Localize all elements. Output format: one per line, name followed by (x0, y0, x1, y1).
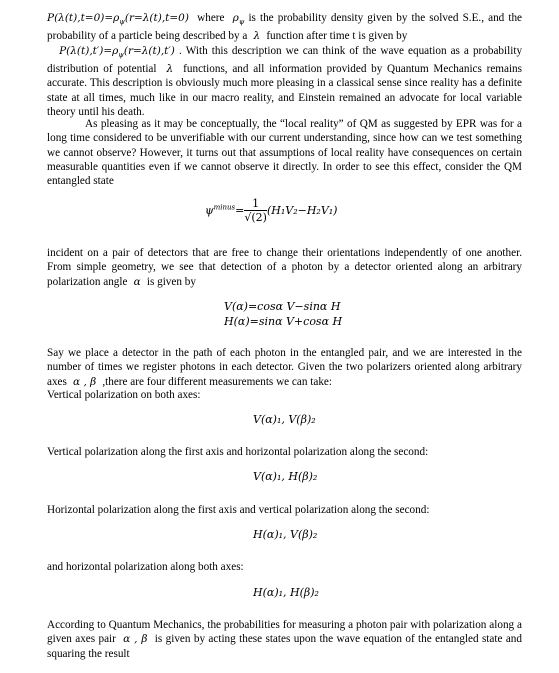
equation-measurement-1: V(α)₁, V(β)₂ (253, 413, 316, 426)
paragraph-1 (47, 11, 522, 119)
paragraph-2: As pleasing as it may be conceptually, the “local reality” of QM as suggested by EPR was for a long time considered to be unverifiable with our current understanding, since how can we test something we cannot observe? However, it turns out that assumptions of local reality have consequences on certain measurable quantities even if we cannot observe it directly. In order to see this effect, consider the QM entangled state (47, 118, 522, 188)
label-horizontal-both: and horizontal polarization along both axes: (47, 561, 244, 573)
equation-entangled-state: $\psi^{minus}=$ $\frac{1}{√(2)}$ (H₁V₂−H₂V₁) (205, 197, 338, 224)
text: . With this description we can think of the wave equation as a (178, 44, 469, 57)
equation-h-alpha: H(α)=sinα V+cosα H (224, 315, 343, 328)
symbol-alpha-beta: α , β (119, 633, 152, 646)
equation-measurement-3: H(α)₁, V(β)₂ (253, 528, 318, 541)
text: function after time t is given by (266, 30, 408, 43)
text: probability distribution of potential (47, 44, 523, 76)
paragraph-5 (47, 618, 522, 661)
equation-rhs: (H₁V₂−H₂V₁) (266, 204, 338, 217)
fraction: $\frac{1}{√(2)}$ (244, 197, 267, 224)
text: where (197, 12, 225, 24)
text: According to Quantum Mechanics, the probabilities for measuring a photon pair with polarization along a given axes pair (47, 619, 522, 646)
paragraph-4 (47, 346, 522, 389)
equation-inline: $P(\lambda(t),t')=\rho_\psi(r=\lambda(t),t')$ (59, 44, 175, 59)
text: is given by (146, 275, 196, 288)
text: functions, and all information provided by Quantum Mechanics remains accurate. This description is obviously much more pleasing in a classical sense since reality has a definite state at all times, much like in our macro reality, and Einstein remained an advocate for local variable theory until his death. (47, 63, 523, 118)
text: is given by acting these states upon the wave equation of the entangled state and squaring the result (47, 633, 522, 660)
label-horizontal-vertical: Horizontal polarization along the first axis and vertical polarization along the second: (47, 504, 430, 516)
symbol-alpha-beta: α , β (69, 375, 100, 388)
text: incident on a pair of detectors that are free to change their orientations independently of one another. From simple geometry, we see that detection of a photon by a detector oriented along an arbitrary polarization angle (47, 247, 522, 288)
equation-superscript: minus (213, 203, 236, 212)
symbol-alpha: α (130, 275, 145, 288)
text: ,there are four different measurements we can take: (102, 375, 332, 388)
symbol-lambda: λ (161, 63, 179, 76)
equation-v-alpha: V(α)=cosα V−sinα H (224, 300, 341, 313)
text: Say we place a detector in the path of each photon in the entangled pair, and we are interested in the number of times we register photons in each detector. Given the two polarizers oriented along arbitrary axes (47, 347, 522, 388)
label-vertical-both: Vertical polarization on both axes: (47, 389, 201, 401)
label-vertical-horizontal: Vertical polarization along the first axis and horizontal polarization along the second: (47, 446, 429, 458)
symbol-lambda: λ (250, 30, 264, 43)
text: S.E., and the probability of a particle being described by a (47, 12, 523, 43)
equation-inline: $P(\lambda(t),t=0)=\rho_\psi(r=\lambda(t),t=0)$ (47, 12, 189, 27)
paragraph-3 (47, 246, 522, 289)
text: is the probability density given by the solved (248, 12, 459, 24)
symbol-rho: $\rho_\psi$ (232, 12, 245, 27)
equation-measurement-2: V(α)₁, H(β)₂ (253, 470, 318, 483)
equation-measurement-4: H(α)₁, H(β)₂ (253, 586, 319, 599)
